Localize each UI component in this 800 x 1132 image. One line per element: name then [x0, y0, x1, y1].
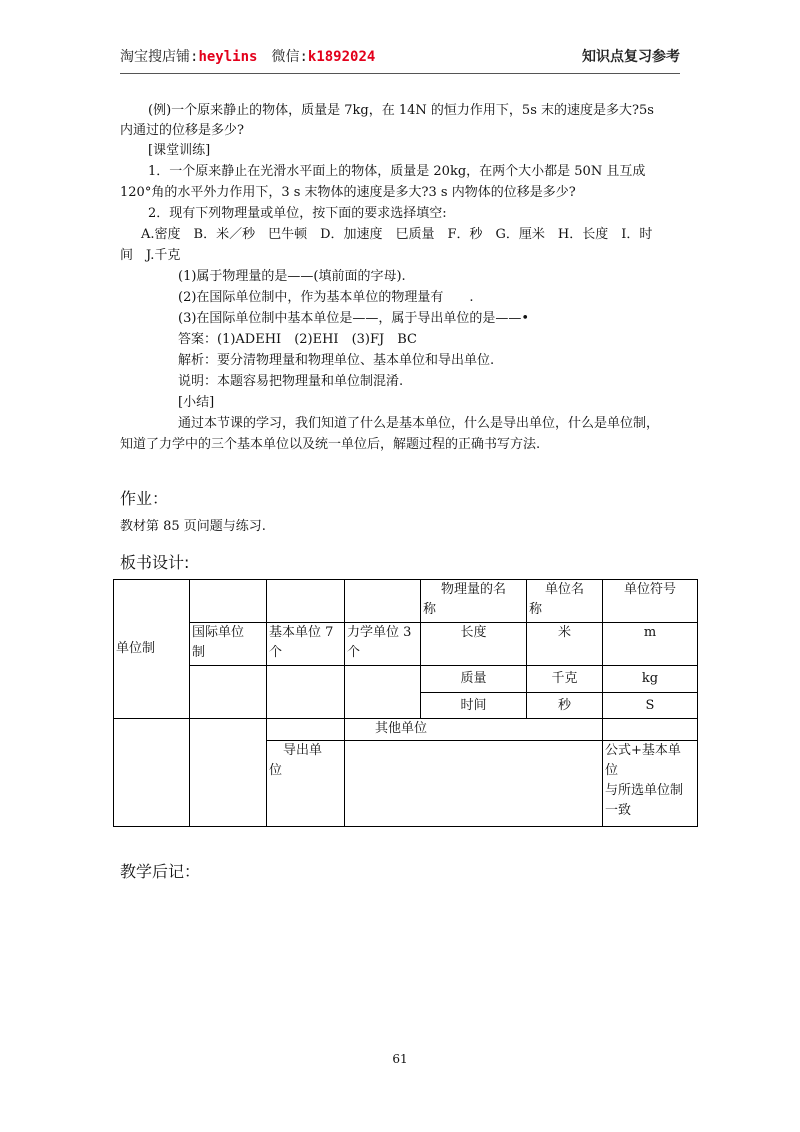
header-divider	[120, 73, 680, 74]
sub-question-3: (3)在国际单位制中基本单位是——，属于导出单位的是——•	[178, 311, 530, 326]
basic-units-line1: 基本单位 7	[269, 625, 334, 641]
page-number: 61	[392, 1052, 408, 1066]
row-symbol	[603, 666, 698, 693]
homework-text: 教材第 85 页问题与练习.	[120, 519, 266, 534]
example-line-2: 内通过的位移是多少?	[120, 123, 244, 138]
intl-system-cell	[190, 623, 267, 666]
empty-cell	[114, 718, 190, 826]
col-header-symbol-text: 单位符号	[623, 582, 676, 597]
row-symbol-text: kg	[641, 671, 659, 687]
board-heading: 板书设计:	[120, 553, 190, 572]
sub-question-1: (1)属于物理量的是——(填前面的字母).	[178, 269, 406, 284]
other-units-cell	[345, 718, 603, 740]
mechanics-units-cell	[345, 623, 421, 666]
header-title: 知识点复习参考	[582, 49, 680, 65]
row-unit-text: 米	[557, 625, 571, 641]
col-header-quantity-line2: 称	[423, 602, 437, 617]
options-line-1: A.密度 B．米／秒 巴牛顿 D．加速度 巳质量 F．秒 G．厘米 H．长度 I．时	[141, 227, 653, 242]
row-quantity-text: 质量	[460, 671, 487, 687]
row-unit	[527, 693, 603, 718]
summary-line-2: 知道了力学中的三个基本单位以及统一单位后，解题过程的正确书写方法.	[120, 437, 541, 452]
derived-units-line2: 位	[269, 762, 283, 778]
question-1-line-1: 1．一个原来静止在光滑水平面上的物体，质量是 20kg，在两个大小都是 50N 且互成	[148, 164, 646, 179]
board-design-table	[113, 579, 698, 827]
summary-line-1: 通过本节课的学习，我们知道了什么是基本单位，什么是导出单位，什么是单位制，	[178, 416, 660, 431]
answer-line: 答案：(1)ADEHI (2)EHI (3)FJ BC	[178, 332, 417, 347]
question-2-intro: 2．现有下列物理量或单位，按下面的要求选择填空:	[148, 206, 447, 221]
empty-cell	[267, 580, 345, 623]
question-1-line-2: 120°角的水平外力作用下，3 s 末物体的速度是多大?3 s 内物体的位移是多少?	[120, 185, 576, 200]
summary-label: [小结]	[178, 395, 215, 410]
analysis-line: 解析：要分清物理量和物理单位、基本单位和导出单位.	[178, 353, 495, 368]
options-line-2: 间 J.千克	[120, 248, 181, 263]
col-header-quantity-line1: 物理量的名	[440, 582, 506, 597]
col-header-quantity	[421, 580, 527, 623]
shop-label: 淘宝搜店铺:	[120, 49, 199, 65]
row-unit	[527, 623, 603, 666]
empty-cell	[345, 740, 603, 826]
page-header	[120, 46, 680, 70]
empty-cell	[190, 718, 267, 826]
row-unit-text: 秒	[557, 697, 571, 713]
basic-units-line2: 个	[269, 645, 283, 661]
note-line: 说明：本题容易把物理量和单位制混淆.	[178, 374, 404, 389]
row-unit	[527, 666, 603, 693]
sub-question-2: (2)在国际单位制中，作为基本单位的物理量有 .	[178, 290, 474, 305]
wechat-label: 微信:	[271, 49, 308, 65]
derived-units-cell	[267, 740, 345, 826]
empty-cell	[603, 718, 698, 740]
mechanics-units-line2: 个	[347, 645, 361, 661]
mechanics-units-line1: 力学单位 3	[347, 625, 412, 641]
row-symbol-text: m	[643, 625, 657, 641]
row-quantity	[421, 693, 527, 718]
empty-cell	[190, 666, 267, 718]
empty-cell	[345, 666, 421, 718]
formula-cell	[603, 740, 698, 826]
col-header-unit-name	[527, 580, 603, 623]
empty-cell	[345, 580, 421, 623]
row-symbol	[603, 623, 698, 666]
unit-system-label: 单位制	[116, 640, 156, 656]
col-header-unit-name-line2: 称	[529, 602, 543, 617]
row-symbol	[603, 693, 698, 718]
intl-system-line1: 国际单位	[192, 625, 245, 641]
col-header-unit-name-line1: 单位名	[544, 582, 584, 597]
row-quantity	[421, 623, 527, 666]
example-line-1: (例)一个原来静止的物体，质量是 7kg，在 14N 的恒力作用下，5s 末的速度是多大?5s	[148, 103, 654, 118]
col-header-symbol	[603, 580, 698, 623]
empty-cell	[267, 666, 345, 718]
derived-units-line1: 导出单	[283, 742, 323, 758]
basic-units-cell	[267, 623, 345, 666]
afterword-heading: 教学后记：	[120, 862, 201, 881]
unit-system-cell	[114, 580, 190, 719]
shop-info	[120, 46, 375, 66]
formula-line1: 公式+基本单	[605, 742, 681, 758]
row-quantity-text: 长度	[460, 625, 487, 641]
row-symbol-text: S	[645, 697, 655, 713]
empty-cell	[267, 718, 345, 740]
wechat-id: k1892024	[307, 49, 376, 65]
row-unit-text: 千克	[551, 671, 578, 687]
other-units-label: 其他单位	[375, 721, 428, 737]
practice-label: [课堂训练]	[148, 143, 211, 158]
shop-name: heylins	[198, 49, 258, 65]
row-quantity-text: 时间	[460, 697, 487, 713]
intl-system-line2: 制	[192, 645, 206, 661]
formula-line2: 位	[605, 762, 619, 778]
homework-heading: 作业：	[120, 489, 169, 508]
row-quantity	[421, 666, 527, 693]
formula-line4: 一致	[605, 802, 632, 818]
formula-line3: 与所选单位制	[605, 782, 684, 798]
empty-cell	[190, 580, 267, 623]
